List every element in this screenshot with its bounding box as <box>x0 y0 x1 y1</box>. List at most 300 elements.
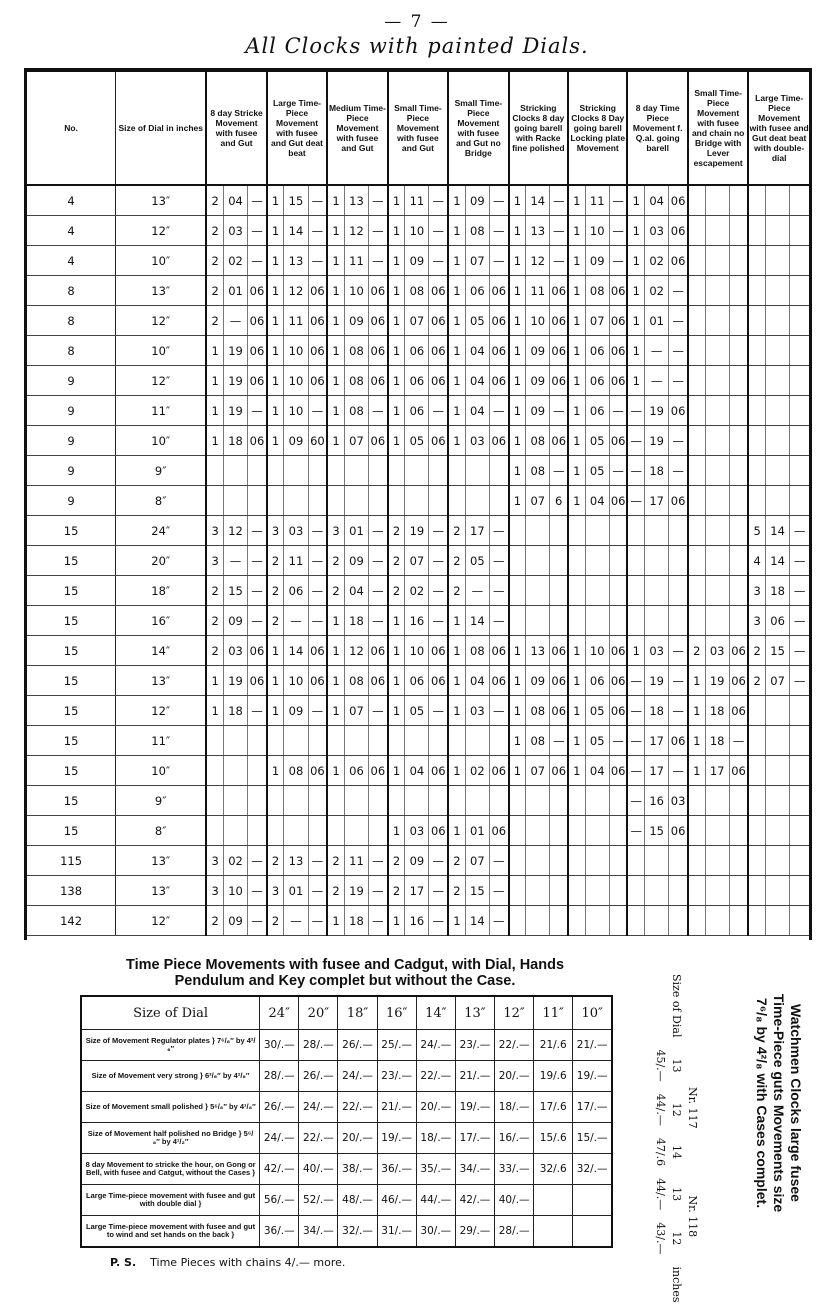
price-pence: 60 <box>308 426 327 456</box>
price-shillings: 07 <box>526 486 550 516</box>
price-pence: — <box>429 546 448 576</box>
price-pounds: 1 <box>206 426 223 456</box>
price-pounds: 1 <box>448 696 465 726</box>
price-pounds <box>568 846 585 876</box>
price-shillings: 09 <box>284 426 308 456</box>
price-shillings <box>766 185 790 216</box>
price-pence <box>369 816 388 846</box>
row-dial-size: 10″ <box>116 336 207 366</box>
price-pounds: 2 <box>748 666 765 696</box>
price-pence: 06 <box>669 396 688 426</box>
price-pounds: — <box>627 456 644 486</box>
movement-price: 56/.— <box>260 1185 299 1216</box>
row-number: 4 <box>27 216 116 246</box>
price-pounds: 1 <box>688 696 705 726</box>
price-shillings: 02 <box>405 576 429 606</box>
price-pounds: 2 <box>206 185 223 216</box>
price-shillings: 17 <box>405 876 429 906</box>
price-shillings: 08 <box>344 396 368 426</box>
price-pounds: 3 <box>267 516 284 546</box>
movement-price: 24/.— <box>299 1092 338 1123</box>
price-pence <box>790 876 809 906</box>
watchmen-size-label: Size of Dial <box>670 974 683 1038</box>
price-pence: — <box>429 906 448 936</box>
price-pounds: 2 <box>388 576 405 606</box>
price-pence <box>429 456 448 486</box>
price-pence: — <box>248 576 267 606</box>
price-pounds: 1 <box>509 336 526 366</box>
price-pence <box>729 906 748 936</box>
price-shillings: 19 <box>645 426 669 456</box>
price-shillings: 09 <box>526 666 550 696</box>
price-pounds: 1 <box>267 336 284 366</box>
price-shillings: 16 <box>645 786 669 816</box>
price-pence: 06 <box>489 666 508 696</box>
row-dial-size: 8″ <box>116 816 207 846</box>
price-pence: 06 <box>609 696 627 726</box>
price-pounds <box>509 876 526 906</box>
movement-price: 35/.— <box>416 1154 455 1185</box>
price-pence: — <box>429 606 448 636</box>
price-pounds: 1 <box>448 276 465 306</box>
watchmen-line-3: 7⁶/₈ by 4²/₈ with Cases complet. <box>754 997 770 1209</box>
movement-price: 20/.— <box>416 1092 455 1123</box>
price-shillings: 11 <box>284 546 308 576</box>
price-pence: 06 <box>669 726 688 756</box>
price-pounds: 1 <box>388 336 405 366</box>
price-pounds: 2 <box>448 516 465 546</box>
watchmen-price: 44/.— <box>654 1178 667 1211</box>
price-pounds: 1 <box>327 426 344 456</box>
table-row <box>27 456 809 486</box>
row-dial-size: 14″ <box>116 636 207 666</box>
movement-price: 19/.— <box>573 1061 612 1092</box>
price-shillings: 16 <box>405 906 429 936</box>
price-pence <box>790 426 809 456</box>
header-size-of-dial: Size of Dial in inches <box>116 72 207 185</box>
postscript <box>110 1256 345 1269</box>
price-pence: 06 <box>609 336 627 366</box>
movement-price: 28/.— <box>299 1030 338 1061</box>
movement-row <box>81 1154 612 1185</box>
price-pence: 06 <box>248 276 267 306</box>
price-shillings: 08 <box>284 756 308 786</box>
price-pence <box>248 726 267 756</box>
price-shillings: 05 <box>405 426 429 456</box>
movement-label: 8 day Movement to stricke the hour, on Gong or Bell, with fusee and Catgut, without the Cases } <box>81 1154 260 1185</box>
price-pence: 06 <box>550 696 568 726</box>
price-shillings: 12 <box>284 276 308 306</box>
price-pounds <box>206 726 223 756</box>
price-shillings <box>405 786 429 816</box>
table-row <box>27 246 809 276</box>
price-pounds: 1 <box>267 306 284 336</box>
price-pence <box>248 486 267 516</box>
price-shillings <box>705 786 729 816</box>
price-pounds: 2 <box>327 876 344 906</box>
price-pounds <box>748 396 765 426</box>
price-pence <box>489 456 508 486</box>
row-dial-size: 13″ <box>116 846 207 876</box>
table-row <box>27 396 809 426</box>
price-shillings: 04 <box>465 366 489 396</box>
price-pounds: 1 <box>388 396 405 426</box>
price-shillings <box>223 786 247 816</box>
price-pence: 06 <box>609 426 627 456</box>
movement-price: 19/.6 <box>534 1061 573 1092</box>
price-pounds: 1 <box>627 306 644 336</box>
price-pence <box>550 786 568 816</box>
movement-price: 17/.— <box>455 1123 494 1154</box>
price-pence <box>790 276 809 306</box>
price-pounds: — <box>627 696 644 726</box>
price-shillings: 01 <box>465 816 489 846</box>
price-shillings: 13 <box>526 216 550 246</box>
table-row <box>27 216 809 246</box>
price-pence: — <box>790 636 809 666</box>
price-pence: — <box>669 456 688 486</box>
watchmen-clocks-heading <box>753 968 804 1238</box>
price-shillings: 18 <box>766 576 790 606</box>
price-pence <box>790 726 809 756</box>
price-pence <box>729 246 748 276</box>
price-shillings <box>705 426 729 456</box>
price-shillings: 07 <box>766 666 790 696</box>
price-pounds: 1 <box>388 816 405 846</box>
price-shillings <box>645 576 669 606</box>
price-pounds: 2 <box>688 636 705 666</box>
price-pence: — <box>429 185 448 216</box>
price-pence: 06 <box>308 306 327 336</box>
watchmen-size: 12 <box>670 1102 683 1117</box>
price-shillings: 11 <box>585 185 609 216</box>
price-pence <box>790 486 809 516</box>
price-shillings: 17 <box>645 726 669 756</box>
price-pence <box>308 726 327 756</box>
price-pounds <box>748 486 765 516</box>
price-shillings: 05 <box>585 696 609 726</box>
price-pence <box>729 516 748 546</box>
price-pounds <box>327 816 344 846</box>
price-pence: — <box>489 396 508 426</box>
price-shillings <box>405 486 429 516</box>
price-pounds: 1 <box>388 366 405 396</box>
price-shillings <box>766 456 790 486</box>
price-shillings: 04 <box>585 756 609 786</box>
price-pence <box>669 516 688 546</box>
price-pence: — <box>308 576 327 606</box>
price-shillings: 05 <box>585 426 609 456</box>
price-shillings <box>645 876 669 906</box>
price-pounds <box>448 786 465 816</box>
price-pence: 06 <box>489 636 508 666</box>
price-pence: — <box>429 576 448 606</box>
price-pounds: 1 <box>568 246 585 276</box>
price-pence <box>609 786 627 816</box>
price-shillings: 18 <box>344 606 368 636</box>
price-pounds: 2 <box>448 546 465 576</box>
price-pounds <box>748 336 765 366</box>
price-pounds <box>327 726 344 756</box>
row-number: 15 <box>27 816 116 846</box>
price-pence: — <box>669 336 688 366</box>
price-pence: 06 <box>609 276 627 306</box>
price-pounds: 2 <box>327 846 344 876</box>
price-pence <box>729 366 748 396</box>
row-number: 9 <box>27 366 116 396</box>
price-pounds: 2 <box>206 216 223 246</box>
price-pounds <box>388 456 405 486</box>
movement-label: Size of Movement small polished } 5⁶/₈″ by 4¹/₈″ <box>81 1092 260 1123</box>
price-pence <box>369 486 388 516</box>
price-pounds: 3 <box>206 876 223 906</box>
price-pounds: 1 <box>327 216 344 246</box>
movement-row <box>81 1030 612 1061</box>
movement-price: 48/.— <box>338 1185 377 1216</box>
row-dial-size: 16″ <box>116 606 207 636</box>
price-pounds: 1 <box>327 756 344 786</box>
price-pence: — <box>790 606 809 636</box>
price-pence: — <box>369 185 388 216</box>
price-shillings: 08 <box>405 276 429 306</box>
dial-size-column: 14″ <box>416 996 455 1030</box>
price-pounds: 2 <box>327 576 344 606</box>
price-pounds <box>568 546 585 576</box>
price-pounds <box>688 546 705 576</box>
price-pence: — <box>429 216 448 246</box>
header-movement-type: Medium Time-Piece Movement with fusee and Gut <box>327 72 387 185</box>
price-shillings <box>705 516 729 546</box>
watchmen-unit: inches <box>670 1266 683 1303</box>
price-shillings: 03 <box>705 636 729 666</box>
dial-size-column: 12″ <box>495 996 534 1030</box>
price-pounds: 1 <box>509 636 526 666</box>
watchmen-price: 47/.6 <box>654 1137 667 1167</box>
price-pence <box>609 546 627 576</box>
nr-117: Nr. 117 <box>686 1086 699 1129</box>
price-shillings: 13 <box>344 185 368 216</box>
price-pence: — <box>369 576 388 606</box>
price-pence: — <box>308 696 327 726</box>
price-pounds <box>748 426 765 456</box>
row-number: 15 <box>27 696 116 726</box>
price-pounds <box>509 606 526 636</box>
dial-size-column: 16″ <box>377 996 416 1030</box>
price-shillings: 04 <box>223 185 247 216</box>
table-row <box>27 546 809 576</box>
price-pounds: 2 <box>748 636 765 666</box>
price-pence: 06 <box>489 306 508 336</box>
price-pounds <box>748 786 765 816</box>
price-pounds: 1 <box>509 696 526 726</box>
price-pence <box>248 786 267 816</box>
price-pence: 06 <box>369 336 388 366</box>
price-pounds <box>388 786 405 816</box>
price-shillings <box>645 546 669 576</box>
price-shillings: 08 <box>465 636 489 666</box>
price-pounds <box>509 516 526 546</box>
price-pounds: 1 <box>448 666 465 696</box>
price-shillings: 15 <box>284 185 308 216</box>
price-shillings: 18 <box>223 696 247 726</box>
price-shillings <box>645 516 669 546</box>
price-shillings: — <box>284 906 308 936</box>
price-pounds: 2 <box>267 546 284 576</box>
price-pence: 06 <box>609 756 627 786</box>
price-pounds: — <box>627 756 644 786</box>
table-row <box>27 516 809 546</box>
price-shillings: 10 <box>585 636 609 666</box>
price-pounds <box>748 366 765 396</box>
movement-price: 15/.6 <box>534 1123 573 1154</box>
price-pence: — <box>369 216 388 246</box>
price-shillings <box>705 366 729 396</box>
price-pounds: 2 <box>327 546 344 576</box>
price-shillings: 09 <box>223 906 247 936</box>
price-pounds: 1 <box>267 756 284 786</box>
row-dial-size: 11″ <box>116 396 207 426</box>
price-pounds <box>568 816 585 846</box>
price-pence: — <box>248 516 267 546</box>
price-shillings <box>766 396 790 426</box>
price-pence: 06 <box>669 185 688 216</box>
price-pence: 06 <box>669 486 688 516</box>
price-pence: 06 <box>248 426 267 456</box>
price-pence: 06 <box>609 306 627 336</box>
price-pence: 06 <box>248 336 267 366</box>
price-pounds: 1 <box>267 276 284 306</box>
row-dial-size: 8″ <box>116 486 207 516</box>
price-shillings: 06 <box>766 606 790 636</box>
price-shillings: 15 <box>766 636 790 666</box>
price-shillings <box>526 876 550 906</box>
movement-price: 32/.— <box>573 1154 612 1185</box>
price-pounds: — <box>627 486 644 516</box>
price-pounds <box>327 486 344 516</box>
price-pounds: 5 <box>748 516 765 546</box>
heading-line-1: Time Piece Movements with fusee and Cadgut, with Dial, Hands <box>125 957 565 973</box>
row-number: 9 <box>27 396 116 426</box>
price-shillings: 08 <box>344 666 368 696</box>
movement-price: 21/.6 <box>534 1030 573 1061</box>
price-shillings: — <box>645 336 669 366</box>
price-shillings: 18 <box>705 696 729 726</box>
price-pounds: 1 <box>568 756 585 786</box>
price-shillings: 11 <box>526 276 550 306</box>
movement-row <box>81 1216 612 1248</box>
price-pounds <box>688 846 705 876</box>
price-shillings: 07 <box>526 756 550 786</box>
price-shillings: 08 <box>526 726 550 756</box>
price-shillings: 06 <box>405 666 429 696</box>
price-shillings: 14 <box>465 606 489 636</box>
price-shillings: — <box>223 306 247 336</box>
price-shillings: 09 <box>405 846 429 876</box>
price-shillings: 09 <box>465 185 489 216</box>
row-number: 115 <box>27 846 116 876</box>
price-pence <box>790 816 809 846</box>
price-shillings: 17 <box>645 756 669 786</box>
price-shillings: 05 <box>585 456 609 486</box>
price-pence: 06 <box>550 366 568 396</box>
price-pounds: — <box>627 726 644 756</box>
dial-size-column: 13″ <box>455 996 494 1030</box>
price-pence <box>790 366 809 396</box>
watchmen-size: 12 <box>670 1231 683 1246</box>
price-pounds: 1 <box>327 666 344 696</box>
price-shillings: 11 <box>284 306 308 336</box>
price-pounds: 1 <box>267 426 284 456</box>
price-pence: — <box>248 846 267 876</box>
price-pounds <box>688 276 705 306</box>
price-pounds: 2 <box>267 576 284 606</box>
ps-text: Time Pieces with chains 4/.— more. <box>150 1256 346 1269</box>
price-pounds <box>388 486 405 516</box>
price-shillings: 08 <box>526 696 550 726</box>
movement-price: 19/.— <box>377 1123 416 1154</box>
price-pounds: 1 <box>568 336 585 366</box>
price-shillings: 17 <box>645 486 669 516</box>
price-pounds: 1 <box>448 816 465 846</box>
price-shillings <box>585 846 609 876</box>
price-pounds: 1 <box>448 216 465 246</box>
price-pence: 06 <box>369 756 388 786</box>
table-row <box>27 666 809 696</box>
price-shillings: 12 <box>344 636 368 666</box>
movement-price: 23/.— <box>455 1030 494 1061</box>
price-pence: — <box>429 696 448 726</box>
heading-line-2: Pendulum and Key complet but without the Case. <box>174 973 516 989</box>
price-shillings <box>705 876 729 906</box>
price-pounds: 1 <box>509 366 526 396</box>
price-pounds <box>748 696 765 726</box>
price-shillings <box>766 756 790 786</box>
price-pounds: 1 <box>448 426 465 456</box>
movement-label: Size of Movement Regulator plates } 7⁶/₈″ by 4²/₆″ <box>81 1030 260 1061</box>
price-pence: — <box>308 216 327 246</box>
row-number: 142 <box>27 906 116 936</box>
price-pounds: 1 <box>267 185 284 216</box>
movement-row <box>81 1061 612 1092</box>
price-shillings <box>705 816 729 846</box>
price-pence: — <box>669 696 688 726</box>
price-shillings: 02 <box>223 846 247 876</box>
price-pounds: 1 <box>327 246 344 276</box>
price-pounds: 3 <box>327 516 344 546</box>
price-shillings: 02 <box>465 756 489 786</box>
price-pounds: 1 <box>509 246 526 276</box>
row-number: 8 <box>27 276 116 306</box>
header-movement-type: Large Time-Piece Movement with fusee and Gut deat beat with double-dial <box>748 72 809 185</box>
price-pence: — <box>429 396 448 426</box>
price-shillings: 04 <box>585 486 609 516</box>
price-shillings: 04 <box>405 756 429 786</box>
price-pounds: 2 <box>388 846 405 876</box>
movement-price: 34/.— <box>299 1216 338 1248</box>
price-pounds: 1 <box>267 396 284 426</box>
price-pence <box>550 606 568 636</box>
table-row <box>27 816 809 846</box>
header-movement-type: 8 day Time Piece Movement f. Q.al. going barell <box>627 72 687 185</box>
price-shillings: — <box>465 576 489 606</box>
row-dial-size: 13″ <box>116 876 207 906</box>
row-number: 9 <box>27 426 116 456</box>
price-pence <box>609 906 627 936</box>
table-row <box>27 696 809 726</box>
row-dial-size: 10″ <box>116 426 207 456</box>
price-pounds: 1 <box>267 246 284 276</box>
price-shillings: 02 <box>645 246 669 276</box>
